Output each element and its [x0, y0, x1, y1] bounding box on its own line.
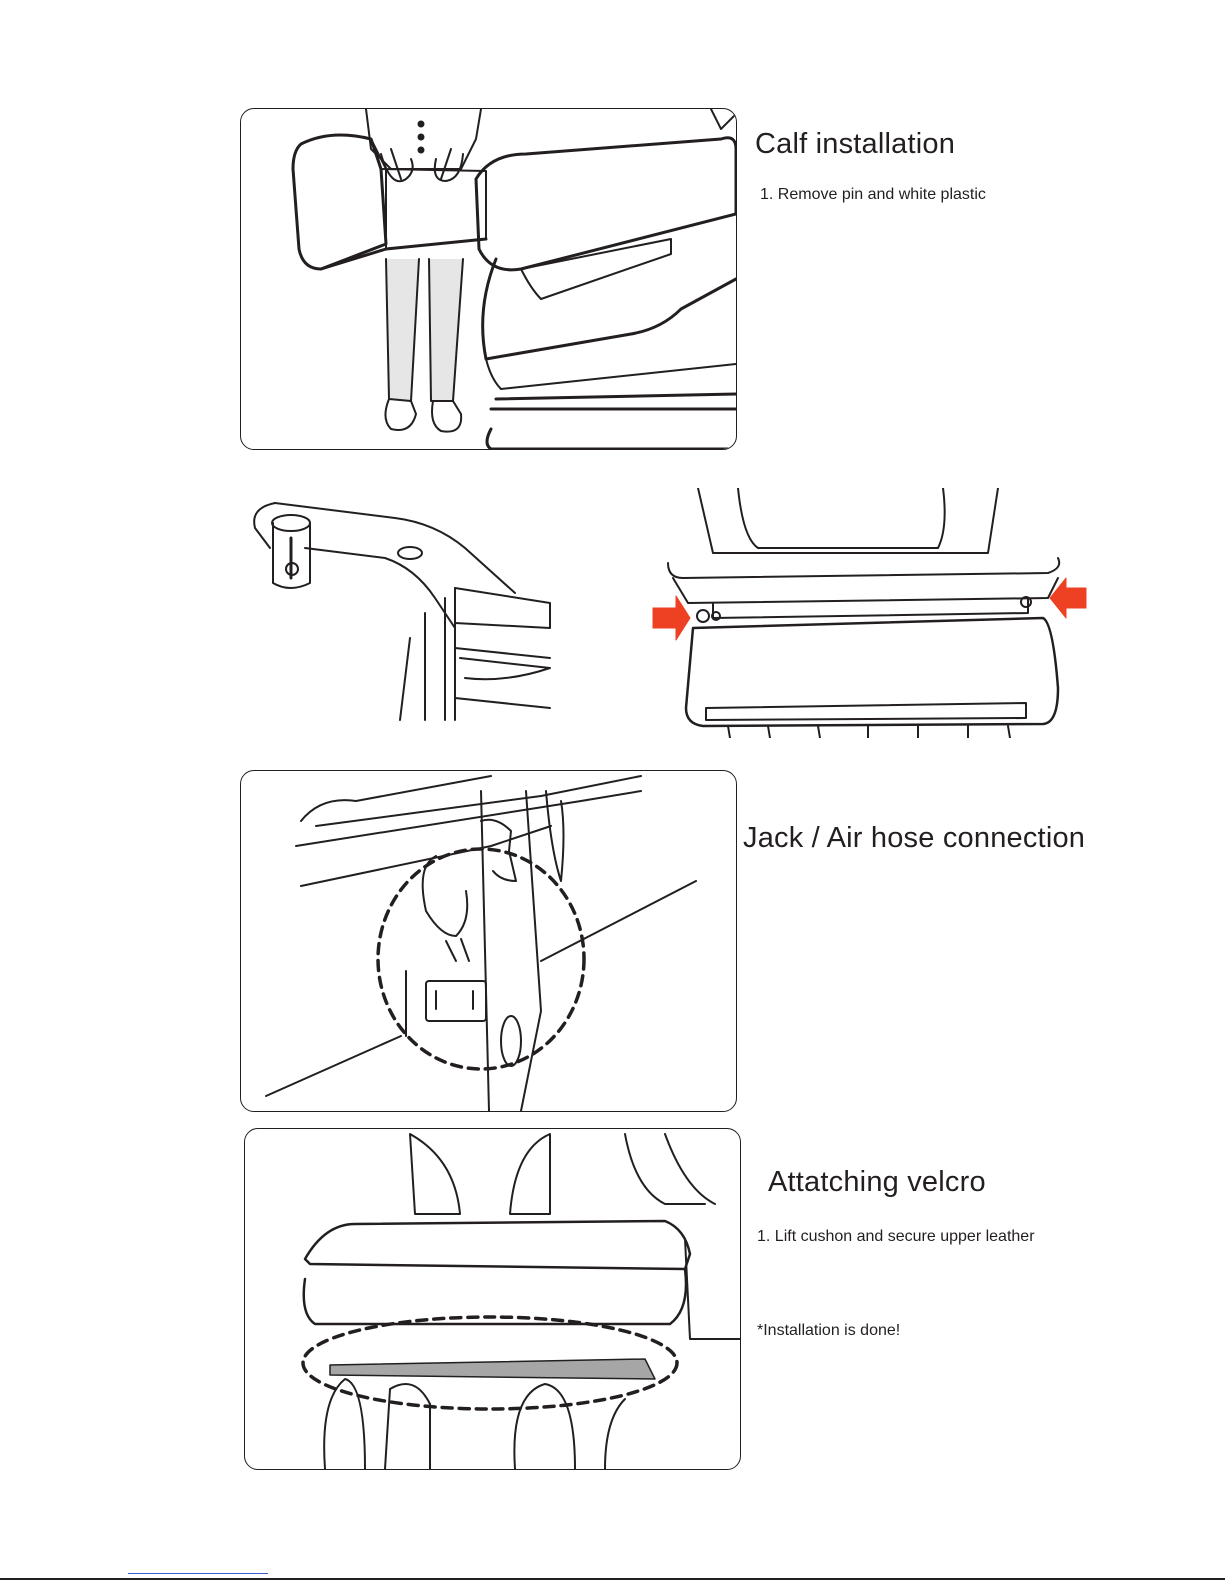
pin-closeup-illustration	[245, 498, 555, 723]
calf-step-1: 1. Remove pin and white plastic	[760, 186, 986, 203]
footer-link-underline	[128, 1573, 268, 1574]
red-arrow-icon	[653, 596, 690, 640]
installation-done-note: *Installation is done!	[757, 1322, 901, 1339]
velcro-heading: Attatching velcro	[768, 1166, 986, 1198]
velcro-step-1: 1. Lift cushon and secure upper leather	[757, 1228, 1035, 1245]
calf-installation-illustration	[240, 108, 737, 450]
dashed-circle-highlight	[378, 849, 584, 1069]
velcro-illustration	[244, 1128, 741, 1470]
jack-air-hose-illustration	[240, 770, 737, 1112]
calf-installation-heading: Calf installation	[755, 128, 956, 160]
jack-air-hose-heading: Jack / Air hose connection	[743, 822, 1086, 854]
seat-front-arrows-illustration	[648, 488, 1088, 738]
footer-rule	[0, 1578, 1225, 1580]
